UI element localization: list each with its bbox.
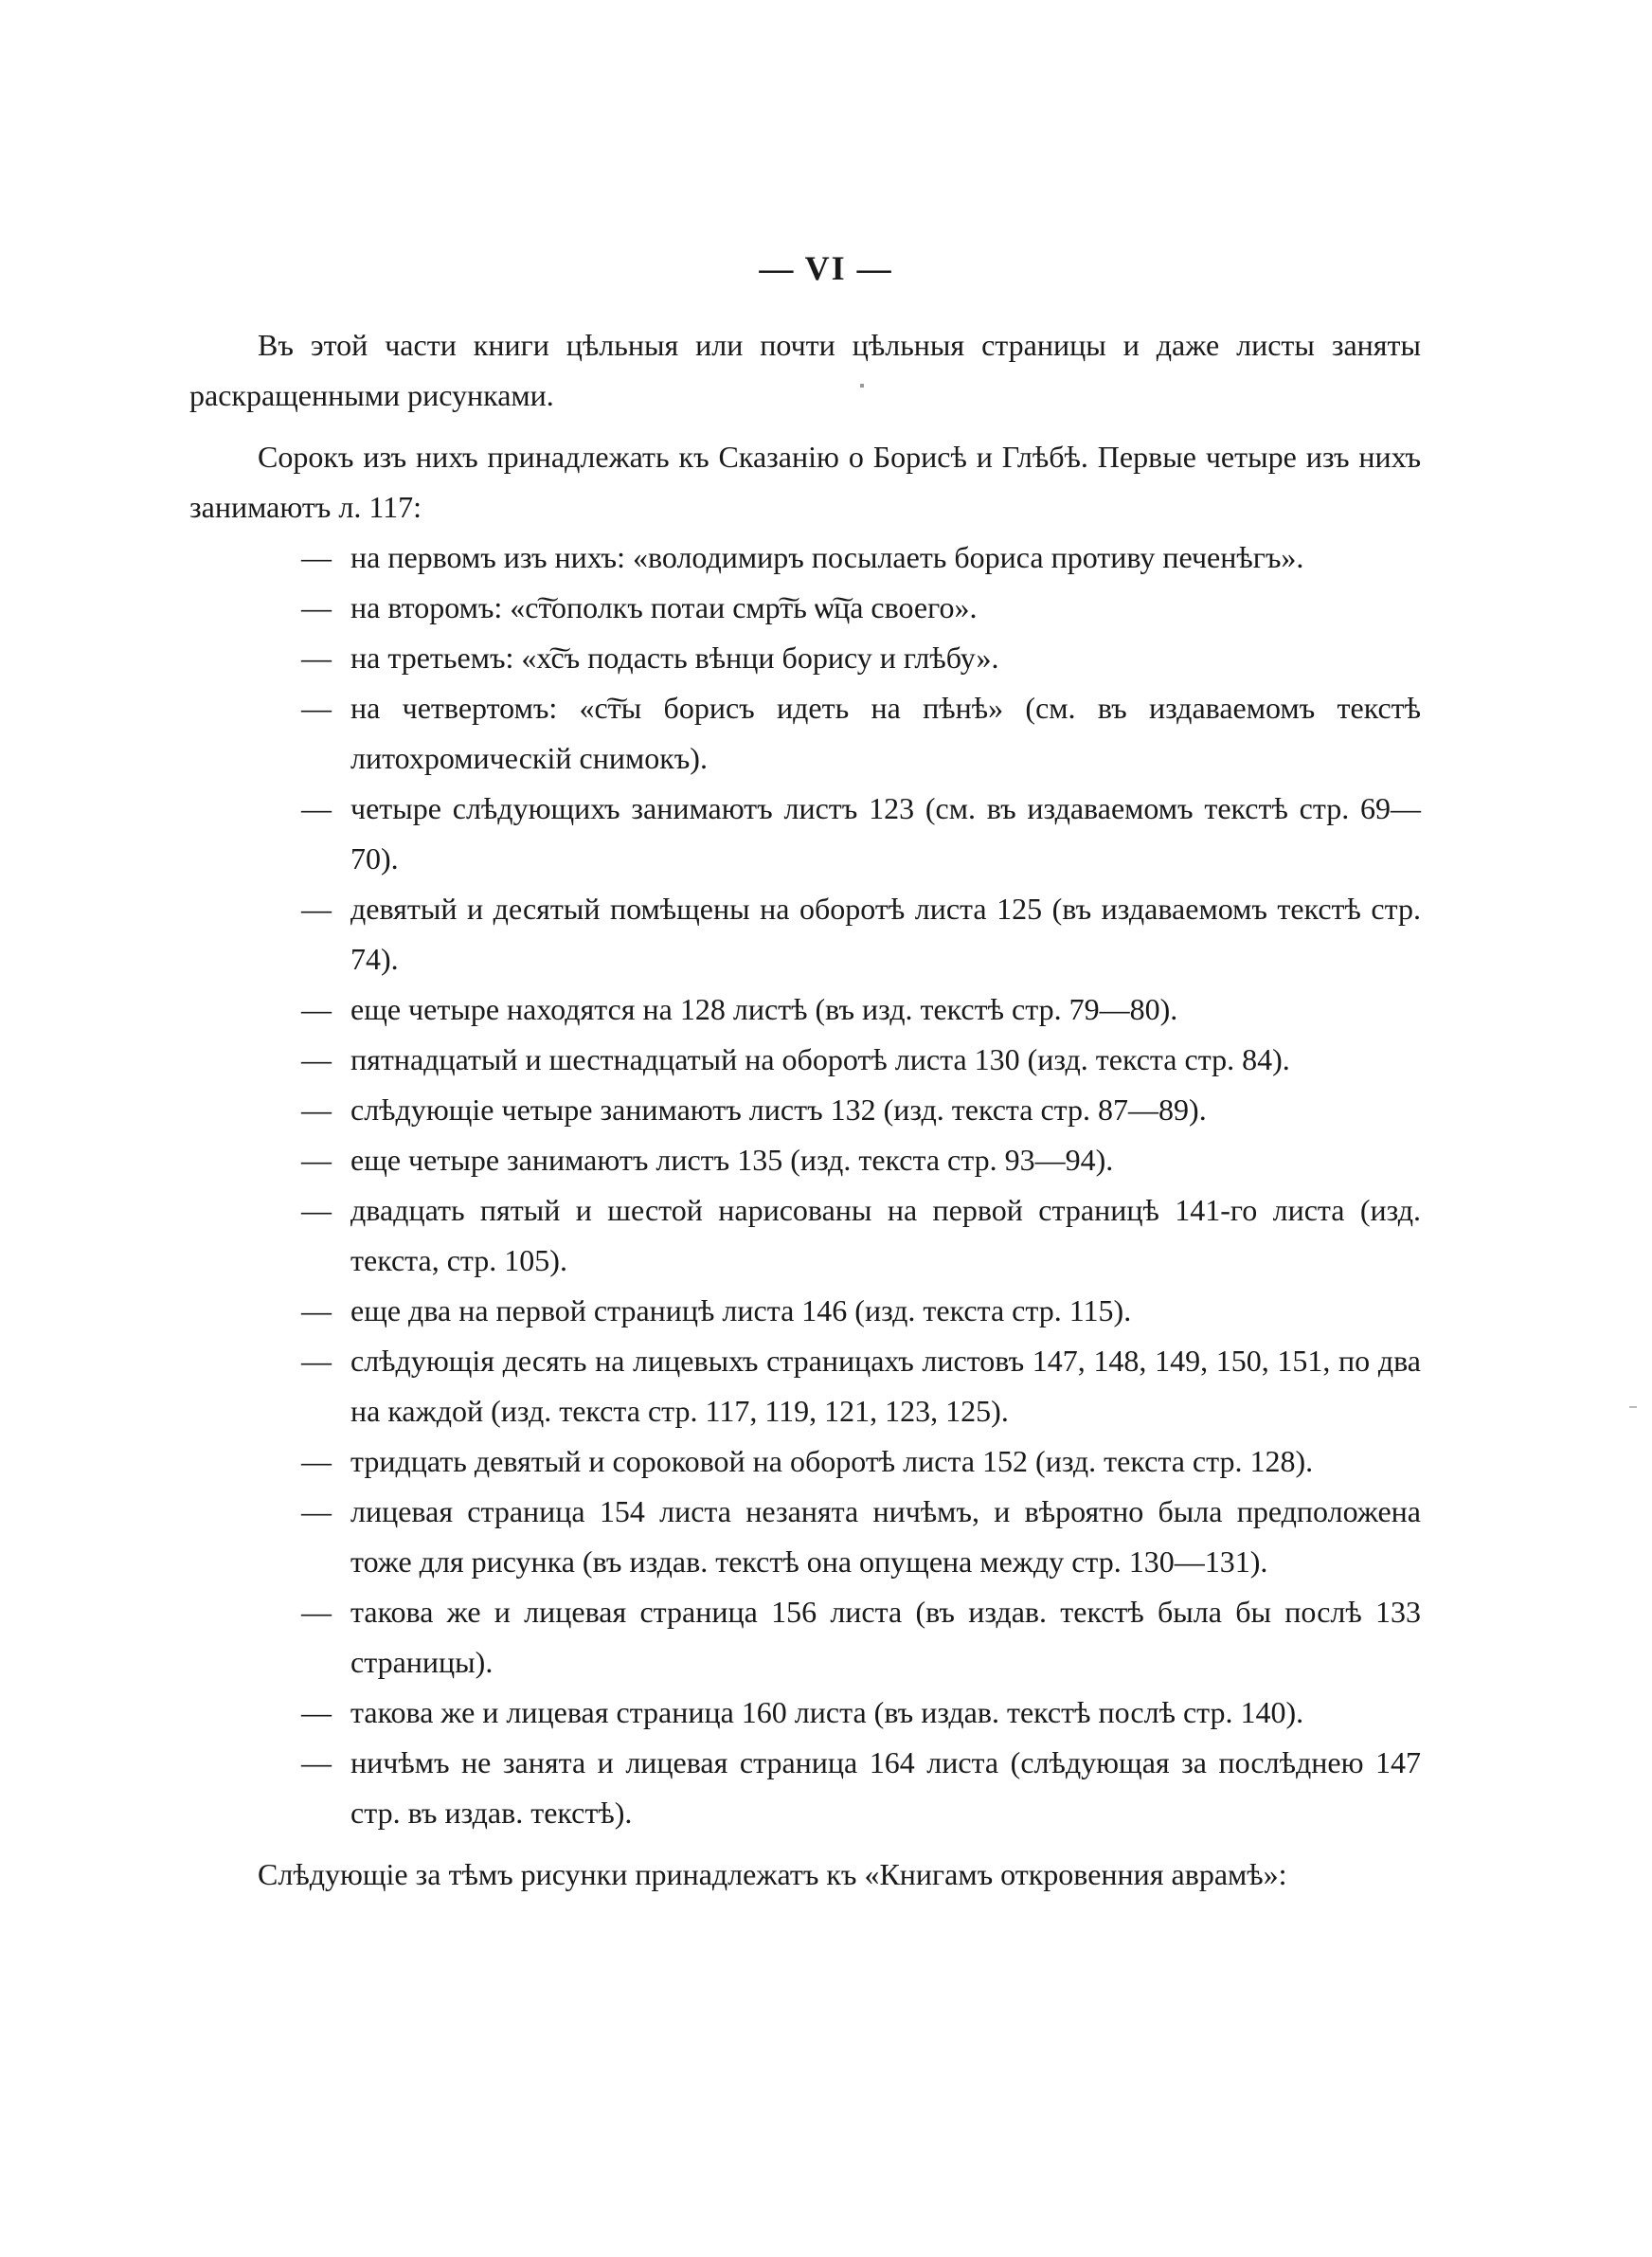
em-dash: —: [301, 1092, 332, 1127]
em-dash: —: [301, 1344, 332, 1378]
list-item: [189, 1135, 1421, 1185]
list-item-text: четыре слѣдующихъ занимаютъ листъ 123 (см. въ издаваемомъ текстѣ стр. 69—70).: [350, 791, 1421, 876]
scan-speck: [860, 384, 864, 388]
em-dash: —: [301, 1042, 332, 1076]
em-dash: —: [301, 1494, 332, 1528]
list-item-text: слѣдующія десять на лицевыхъ страницахъ листовъ 147, 148, 149, 150, 151, по два на каждой (изд. текста стр. 117, 119, 121, 123, 125).: [350, 1344, 1421, 1428]
list-item: [189, 533, 1421, 583]
list-item: [189, 1487, 1421, 1587]
list-item-text: на третьемъ: «х͠съ подасть вѣнци борису и глѣбу».: [350, 641, 999, 675]
list-item: [189, 884, 1421, 984]
list-item-text: на второмъ: «с͠тополкъ потаи смр͠ть ѡ͠ца своего».: [350, 590, 978, 624]
list-item: [189, 683, 1421, 784]
list-item: [189, 1587, 1421, 1688]
em-dash: —: [301, 641, 332, 675]
em-dash: —: [301, 540, 332, 574]
em-dash: —: [301, 1595, 332, 1629]
list-item: [189, 984, 1421, 1035]
list-item: [189, 1085, 1421, 1135]
list-item-text: на четвертомъ: «с͠ты борисъ идеть на пѣнѣ» (см. въ издаваемомъ текстѣ литохромическій снимокъ).: [350, 691, 1421, 775]
item-list: [189, 533, 1421, 1838]
list-item: [189, 1035, 1421, 1085]
list-item: [189, 1688, 1421, 1738]
list-item-text: еще четыре находятся на 128 листѣ (въ изд. текстѣ стр. 79—80).: [350, 992, 1178, 1026]
list-item-text: девятый и десятый помѣщены на оборотѣ листа 125 (въ издаваемомъ текстѣ стр. 74).: [350, 892, 1421, 976]
list-item-text: еще два на первой страницѣ листа 146 (изд. текста стр. 115).: [350, 1293, 1132, 1327]
closing-paragraph: Слѣдующіе за тѣмъ рисунки принадлежатъ къ «Книгамъ откровенния аврамѣ»:: [258, 1857, 1287, 1891]
list-item-text: лицевая страница 154 листа незанята ничѣмъ, и вѣроятно была предположена тоже для рисунка (въ издав. текстѣ она опущена между стр. 130—131).: [350, 1494, 1421, 1579]
list-item-text: такова же и лицевая страница 156 листа (въ издав. текстѣ была бы послѣ 133 страницы).: [350, 1595, 1421, 1679]
list-item: [189, 583, 1421, 633]
list-item-text: ничѣмъ не занята и лицевая страница 164 листа (слѣдующая за послѣднею 147 стр. въ издав. текстѣ).: [350, 1745, 1421, 1830]
em-dash: —: [301, 1444, 332, 1478]
em-dash: —: [301, 791, 332, 825]
list-item-text: двадцать пятый и шестой нарисованы на первой страницѣ 141-го листа (изд. текста, стр. 105).: [350, 1193, 1421, 1277]
list-item: [189, 784, 1421, 884]
em-dash: —: [301, 892, 332, 926]
intro-paragraph: Въ этой части книги цѣльныя или почти цѣльныя страницы и даже листы заняты раскращенными рисунками.: [189, 328, 1421, 412]
list-item: [189, 633, 1421, 683]
list-item-text: на первомъ изъ нихъ: «володимиръ посылаеть бориса противу печенѣгъ».: [350, 540, 1304, 574]
list-item: [189, 1436, 1421, 1487]
list-item-text: такова же и лицевая страница 160 листа (въ издав. текстѣ послѣ стр. 140).: [350, 1695, 1304, 1729]
em-dash: —: [301, 1143, 332, 1177]
page-number-header: — VI —: [759, 249, 893, 287]
em-dash: —: [301, 590, 332, 624]
intro-paragraph-2: Сорокъ изъ нихъ принадлежать къ Сказанію о Борисѣ и Глѣбѣ. Первые четыре изъ нихъ занимаютъ л. 117:: [189, 440, 1421, 524]
list-item: [189, 1738, 1421, 1838]
em-dash: —: [301, 1695, 332, 1729]
body-text: [189, 320, 1421, 1900]
em-dash: —: [301, 992, 332, 1026]
list-item-text: тридцать девятый и сороковой на оборотѣ листа 152 (изд. текста стр. 128).: [350, 1444, 1314, 1478]
em-dash: —: [301, 1193, 332, 1227]
em-dash: —: [301, 1293, 332, 1327]
list-item-text: слѣдующіе четыре занимаютъ листъ 132 (изд. текста стр. 87—89).: [350, 1092, 1207, 1127]
scan-speck: [1629, 1406, 1637, 1408]
list-item: [189, 1286, 1421, 1336]
list-item: [189, 1336, 1421, 1436]
list-item-text: пятнадцатый и шестнадцатый на оборотѣ листа 130 (изд. текста стр. 84).: [350, 1042, 1290, 1076]
list-item-text: еще четыре занимаютъ листъ 135 (изд. текста стр. 93—94).: [350, 1143, 1114, 1177]
list-item: [189, 1185, 1421, 1286]
em-dash: —: [301, 1745, 332, 1779]
em-dash: —: [301, 691, 332, 725]
